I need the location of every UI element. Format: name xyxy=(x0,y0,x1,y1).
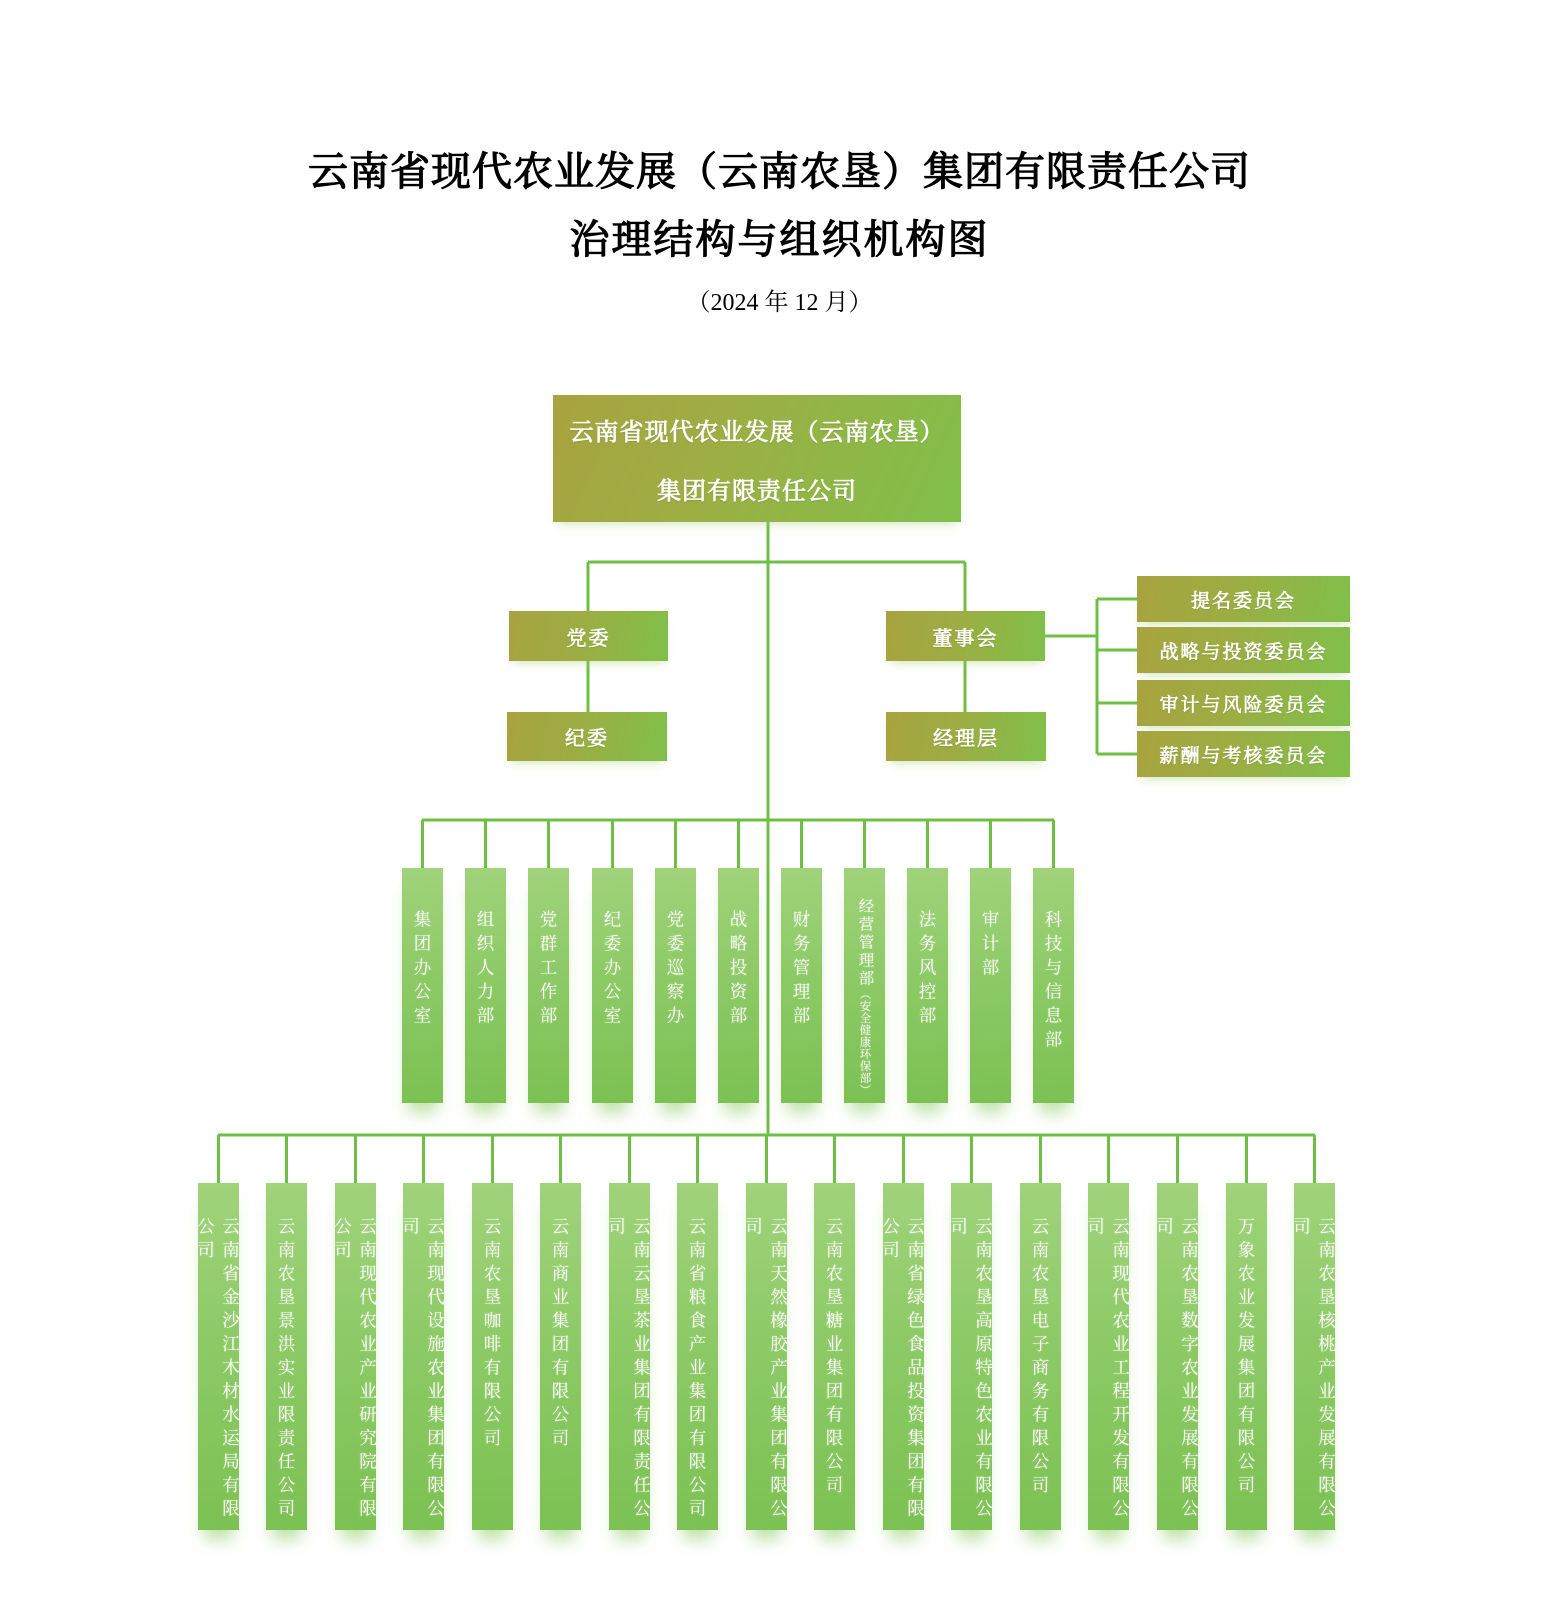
subsidiary-box xyxy=(1085,1183,1131,1530)
committee-label: 审计与风险委员会 xyxy=(1159,694,1328,716)
page-title-line1: 云南省现代农业发展（云南农垦）集团有限责任公司 xyxy=(308,149,1251,194)
committee-branch-lines xyxy=(1045,599,1137,754)
subsidiary-label: 云南农垦核桃产业发展有限公司 xyxy=(1291,1217,1337,1523)
root-company-box xyxy=(553,395,961,522)
management-level-box xyxy=(886,712,1046,761)
subsidiary-label: 云南农垦数字农业发展有限公司 xyxy=(1154,1217,1200,1523)
page-title-line2: 治理结构与组织机构图 xyxy=(569,217,990,262)
subsidiary-box xyxy=(1154,1183,1200,1530)
department-label-suffix: （安全健康环保部） xyxy=(858,988,871,1096)
subsidiary-box xyxy=(677,1183,718,1530)
root-company-name-line2: 集团有限责任公司 xyxy=(657,477,857,505)
subsidiary-label: 云南农垦电子商务有限公司 xyxy=(1030,1217,1050,1499)
subsidiary-box xyxy=(540,1183,581,1530)
department-box-tech-information xyxy=(1033,868,1074,1103)
department-label: 纪委办公室 xyxy=(602,910,622,1030)
subsidiary-label: 云南省金沙江木材水运局有限公司 xyxy=(195,1217,241,1523)
subsidiary-box xyxy=(472,1183,513,1530)
subsidiary-label: 云南农垦景洪实业限责任公司 xyxy=(276,1217,296,1523)
subsidiary-label: 云南农垦咖啡有限公司 xyxy=(482,1217,502,1452)
subsidiary-box xyxy=(195,1183,241,1530)
committee-label: 提名委员会 xyxy=(1190,590,1296,612)
department-box-org-hr xyxy=(465,868,506,1103)
department-label: 战略投资部 xyxy=(728,910,748,1030)
subsidiary-label: 万象农业发展集团有限公司 xyxy=(1236,1217,1256,1499)
management-level-label: 经理层 xyxy=(933,728,999,750)
subsidiary-label: 云南农垦高原特色农业有限公司 xyxy=(948,1217,994,1523)
department-box-discipline-office xyxy=(592,868,633,1103)
board-of-directors-box xyxy=(886,611,1045,661)
department-label: 财务管理部 xyxy=(791,910,811,1030)
subsidiary-box xyxy=(266,1183,307,1530)
party-committee-label: 党委 xyxy=(566,627,611,650)
department-box-legal-risk xyxy=(907,868,948,1103)
subsidiary-box xyxy=(332,1183,378,1530)
subsidiary-label: 云南商业集团有限公司 xyxy=(550,1217,570,1452)
department-label: 经营管理部 xyxy=(856,898,874,988)
department-branch-lines xyxy=(422,820,1054,870)
subsidiary-branch-lines xyxy=(218,1135,1315,1186)
discipline-committee-label: 纪委 xyxy=(565,728,609,750)
department-label: 党委巡察办 xyxy=(665,910,685,1030)
department-box-party-mass-work xyxy=(528,868,569,1103)
subsidiary-box xyxy=(606,1183,652,1530)
committee-label: 战略与投资委员会 xyxy=(1159,641,1328,663)
subsidiary-box xyxy=(743,1183,789,1530)
subsidiary-label: 云南省绿色食品投资集团有限公司 xyxy=(880,1217,926,1523)
department-box-operations-management xyxy=(844,868,885,1103)
discipline-committee-box xyxy=(507,712,667,761)
department-box-finance xyxy=(781,868,822,1103)
nomination-committee-box xyxy=(1137,576,1350,622)
audit-risk-committee-box xyxy=(1137,680,1350,726)
subsidiary-label: 云南省粮食产业集团有限公司 xyxy=(687,1217,707,1523)
board-of-directors-label: 董事会 xyxy=(932,627,999,650)
compensation-assessment-committee-box xyxy=(1137,731,1350,777)
department-box-strategy-investment xyxy=(718,868,759,1103)
department-box-group-office xyxy=(402,868,443,1103)
committee-label: 薪酬与考核委员会 xyxy=(1159,745,1328,767)
subsidiary-label: 云南天然橡胶产业集团有限公司 xyxy=(743,1217,789,1523)
department-box-audit xyxy=(970,868,1011,1103)
title-date-caption: （2024 年 12 月） xyxy=(686,290,873,316)
department-label: 审计部 xyxy=(980,910,1000,982)
subsidiary-box xyxy=(814,1183,855,1530)
department-box-inspection-office xyxy=(655,868,696,1103)
subsidiary-box xyxy=(400,1183,446,1530)
root-company-name-line1: 云南省现代农业发展（云南农垦） xyxy=(569,418,945,446)
department-label: 党群工作部 xyxy=(538,910,558,1030)
department-label: 法务风控部 xyxy=(917,910,937,1030)
subsidiary-box xyxy=(880,1183,926,1530)
subsidiary-label: 云南现代农业工程开发有限公司 xyxy=(1085,1217,1131,1523)
department-label: 集团办公室 xyxy=(412,910,432,1030)
subsidiary-label: 云南现代农业产业研究院有限公司 xyxy=(332,1217,378,1523)
subsidiary-label: 云南农垦糖业集团有限公司 xyxy=(824,1217,844,1499)
subsidiary-box xyxy=(1291,1183,1337,1530)
department-label: 科技与信息部 xyxy=(1043,910,1063,1054)
party-committee-box xyxy=(509,611,668,661)
subsidiary-label: 云南云垦茶业集团有限责任公司 xyxy=(606,1217,652,1523)
subsidiary-box xyxy=(948,1183,994,1530)
subsidiary-label: 云南现代设施农业集团有限公司 xyxy=(400,1217,446,1523)
department-label: 组织人力部 xyxy=(475,910,495,1030)
subsidiary-box xyxy=(1226,1183,1267,1530)
subsidiary-box xyxy=(1020,1183,1061,1530)
strategy-investment-committee-box xyxy=(1137,627,1350,673)
